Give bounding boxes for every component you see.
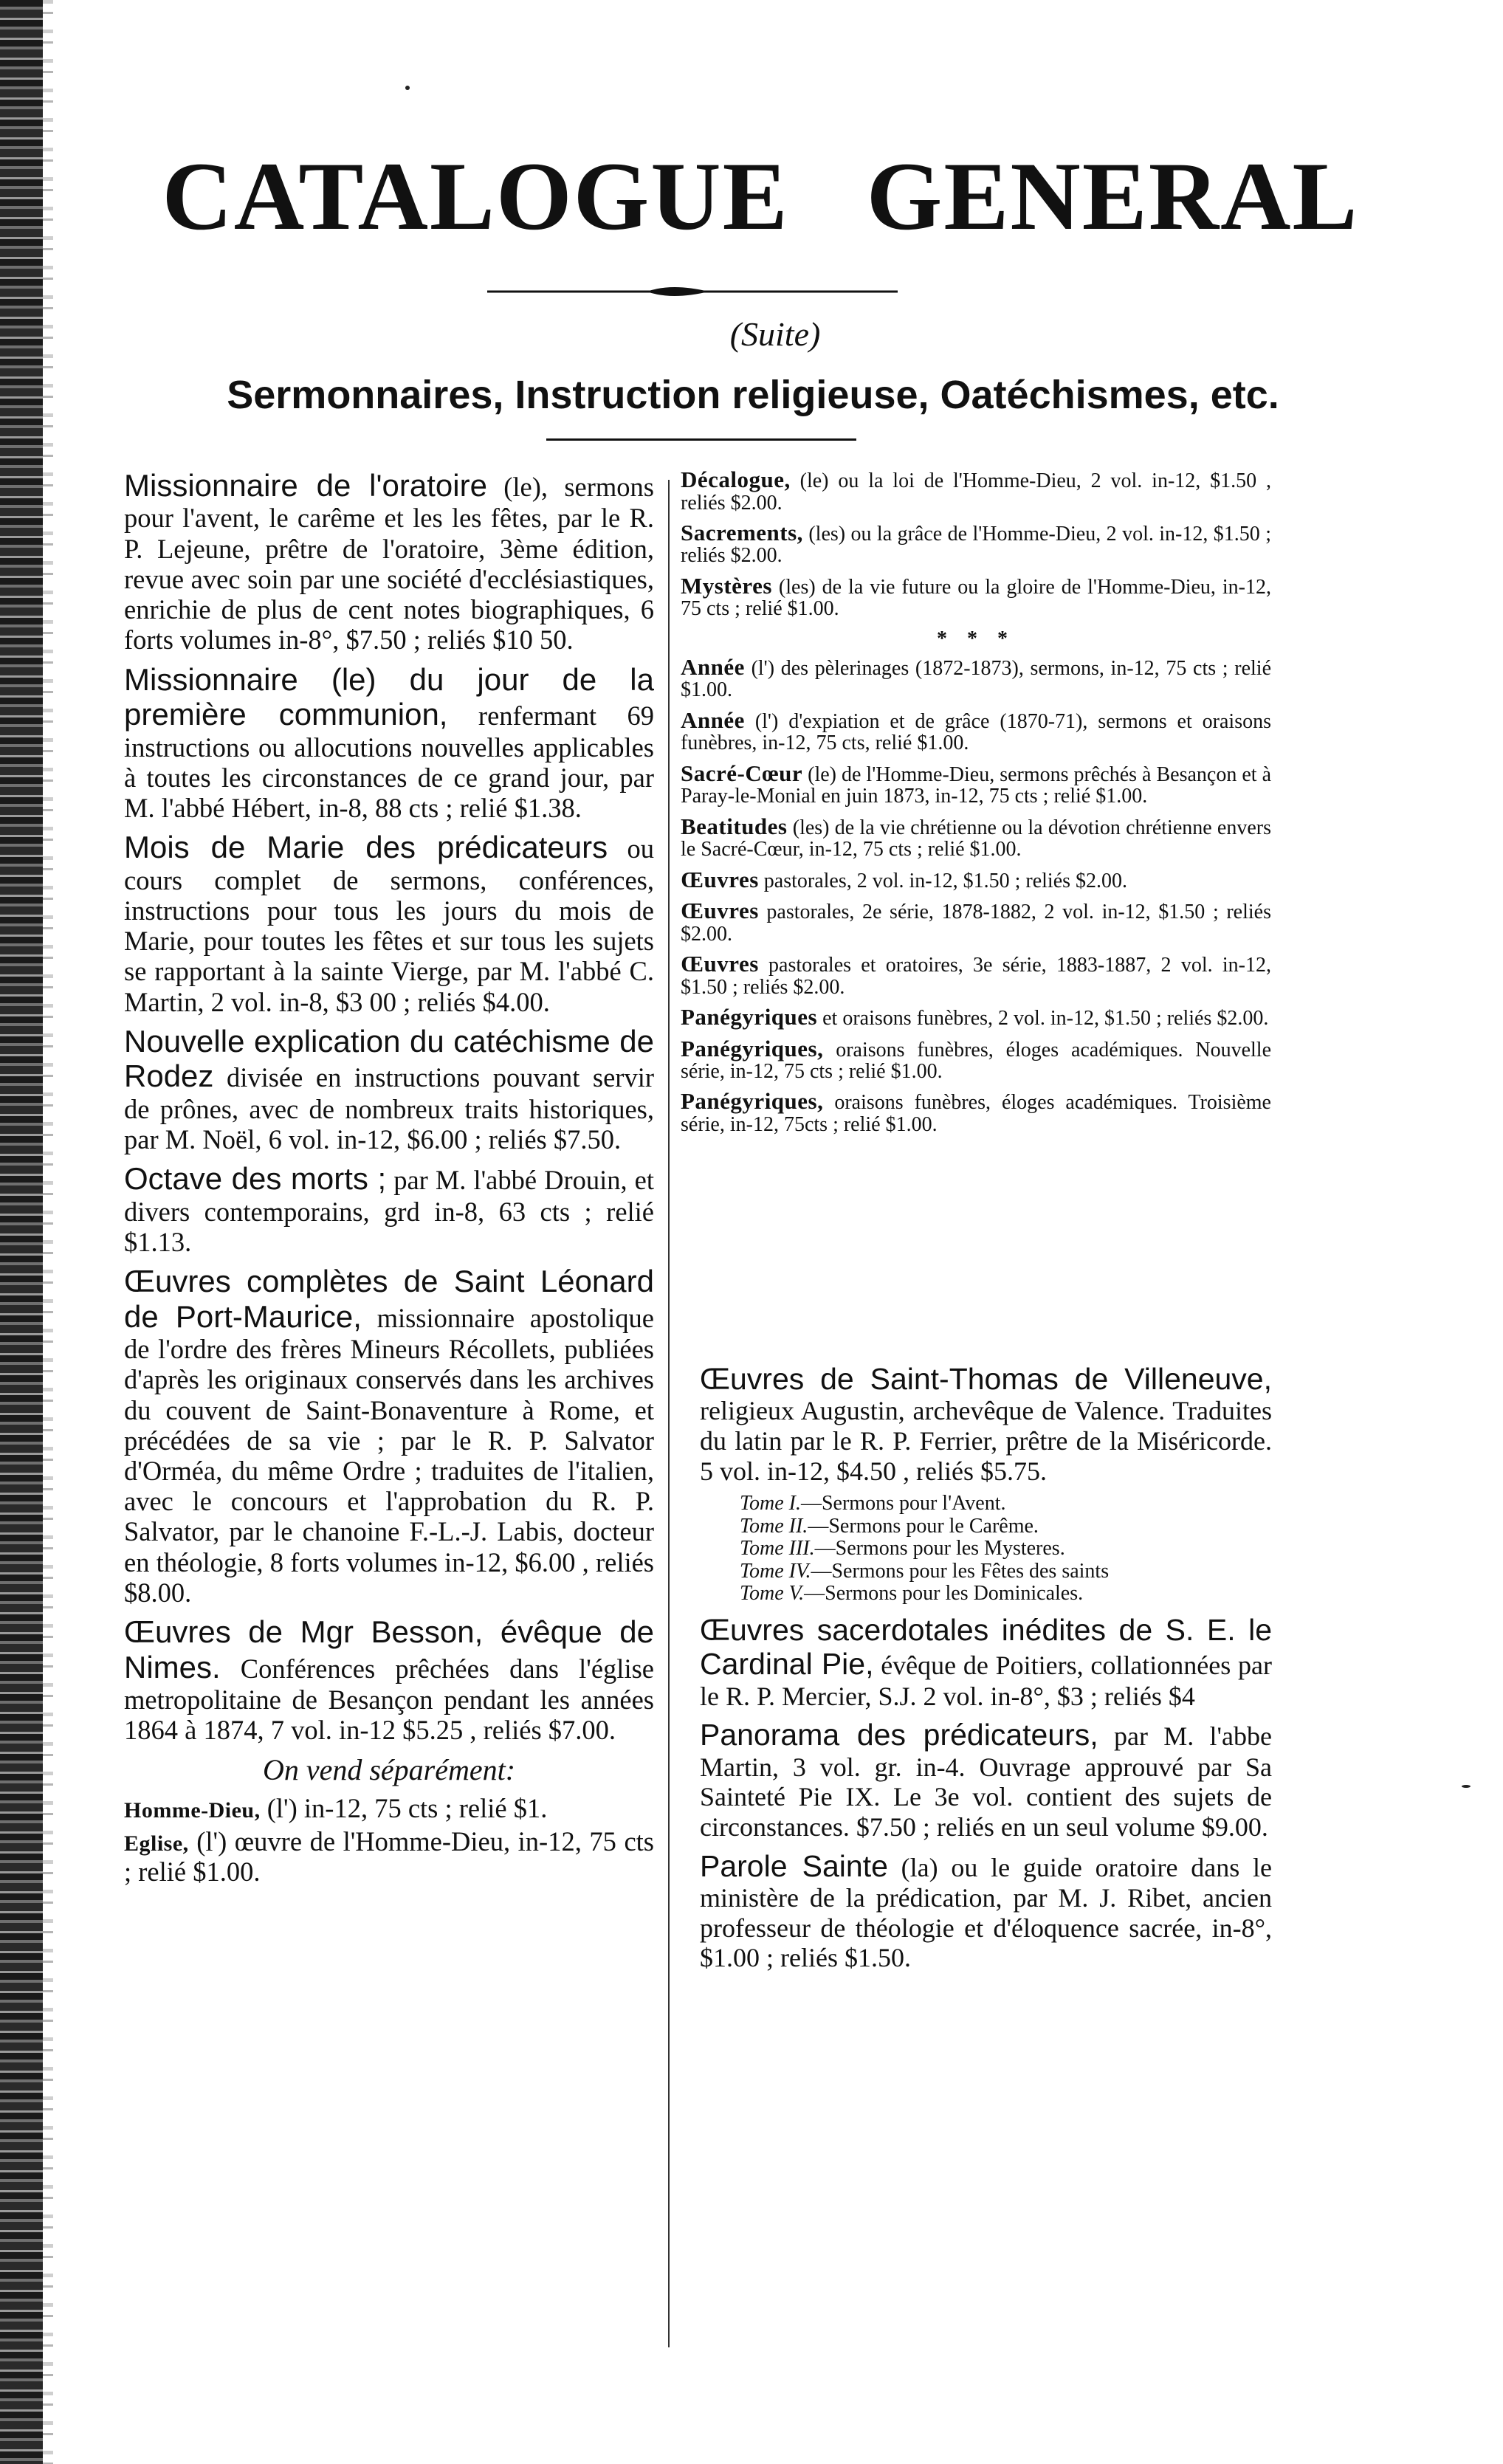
entry-description: (les) ou la grâce de l'Homme-Dieu, 2 vol. in-12, $1.50 ; reliés $2.00. (681, 522, 1271, 568)
entry-title: Panégyriques (681, 1003, 818, 1030)
catalogue-entry (700, 1718, 1272, 1842)
entry-description: (le), sermons pour l'avent, le carême et les les fêtes, par le R. P. Lejeune, prêtre de l'oratoire, 3ème édition, revue avec soin par une société d'ecclésiastiques, enrichie de plus de cent notes biographiques, 6 forts volumes in-8°, $7.50 ; reliés $10 50. (124, 472, 654, 655)
entry-description: religieux Augustin, archevêque de Valence. Traduites du latin par le R. P. Ferrier, prêtre de la Miséricorde. 5 vol. in-12, $4.50 , reliés $5.75. (700, 1396, 1272, 1486)
catalogue-subentry (681, 655, 1271, 701)
tome-item (740, 1560, 1272, 1583)
suite-label: (Suite) (729, 315, 821, 353)
catalogue-subentry (124, 1826, 654, 1887)
section-subtitle: Sermonnaires, Instruction religieuse, Oatéchismes, etc. (227, 373, 1279, 417)
tome-list (740, 1493, 1272, 1606)
tome-item (740, 1583, 1272, 1606)
entry-description: pastorales et oratoires, 3e série, 1883-1887, 2 vol. in-12, $1.50 ; reliés $2.00. (681, 954, 1271, 999)
tome-label: Tome V. (740, 1582, 805, 1606)
catalogue-entry (700, 1362, 1272, 1486)
entry-title: Année (681, 706, 745, 733)
left-column (124, 468, 654, 1890)
entry-title: Octave des morts ; (124, 1161, 387, 1197)
catalogue-subentry (681, 468, 1271, 514)
catalogue-subentry (681, 899, 1271, 945)
ink-speck (1462, 1785, 1471, 1788)
scan-binding-edge (0, 0, 43, 2464)
tome-label: Tome II. (740, 1514, 808, 1538)
tome-item (740, 1515, 1272, 1538)
scan-binding-shadow (43, 0, 53, 2464)
ink-speck (405, 86, 410, 90)
entry-description: oraisons funèbres, éloges académiques. Troisième série, in-12, 75cts ; relié $1.00. (681, 1091, 1271, 1137)
entry-title: Mystères (681, 572, 772, 599)
catalogue-entry (124, 468, 654, 655)
catalogue-subentry (681, 1005, 1271, 1030)
tome-description: —Sermons pour les Mysteres. (814, 1537, 1065, 1560)
entry-title: Nouvelle explication du catéchisme de Rodez (124, 1023, 654, 1094)
entry-description: par M. l'abbé Drouin, et divers contemporains, grd in-8, 63 cts ; relié $1.13. (124, 1165, 654, 1257)
entry-description: (l') œuvre de l'Homme-Dieu, in-12, 75 cts ; relié $1.00. (124, 1825, 654, 1887)
catalogue-subentry (681, 1090, 1271, 1135)
entry-description: (le) ou la loi de l'Homme-Dieu, 2 vol. in-12, $1.50 , reliés $2.00. (681, 469, 1271, 515)
entry-title: Parole Sainte (700, 1848, 888, 1883)
tome-label: Tome III. (740, 1537, 815, 1560)
entry-description: évêque de Poitiers, collationnées par le R. P. Mercier, S.J. 2 vol. in-8°, $3 ; reliés $4 (700, 1651, 1272, 1711)
entry-description: (l') des pèlerinages (1872-1873), sermons, in-12, 75 cts ; relié $1.00. (681, 656, 1271, 702)
tome-item (740, 1538, 1272, 1560)
entry-title: Mois de Marie des prédicateurs (124, 830, 608, 865)
column-divider (668, 480, 670, 2347)
catalogue-subentry (681, 762, 1271, 808)
asterism-separator: * * * (937, 627, 1015, 650)
entry-description: renfermant 69 instructions ou allocutions nouvelles applicables à toutes les circonstances de ce grand jour, par M. l'abbé Hébert, in-8, 88 cts ; relié $1.38. (124, 701, 654, 823)
entry-description: Conférences prêchées dans l'église metropolitaine de Besançon pendant les années 1864 à 1874, 7 vol. in-12 $5.25 , reliés $7.00. (124, 1653, 654, 1746)
entry-description: ou cours complet de sermons, conférences, instructions pour tous les jours du mois de Marie, pour toutes les fêtes et sur tous les sujets se rapportant à la sainte Vierge, par M. l'abbé C. Martin, 2 vol. in-8, $3 00 ; reliés $4.00. (124, 833, 655, 1017)
catalogue-subentry (681, 868, 1271, 892)
entry-description: (les) de la vie future ou la gloire de l'Homme-Dieu, in-12, 75 cts ; relié $1.00. (681, 575, 1271, 621)
entry-description: et oraisons funèbres, 2 vol. in-12, $1.50 ; reliés $2.00. (817, 1006, 1269, 1030)
tome-description: —Sermons pour les Dominicales. (804, 1582, 1084, 1606)
catalogue-entry (124, 1264, 654, 1608)
catalogue-subentry (681, 574, 1271, 620)
catalogue-entry (124, 1161, 654, 1257)
page-title: CATALOGUE GENERAL (162, 142, 1359, 250)
entry-title: Sacré-Cœur (681, 760, 803, 786)
tome-description: —Sermons pour l'Avent. (800, 1492, 1006, 1515)
right-column-lower (700, 1362, 1272, 1980)
entry-title: Panorama des prédicateurs, (700, 1718, 1098, 1752)
tome-description: —Sermons pour le Carême. (808, 1514, 1039, 1538)
entry-title: Eglise, (124, 1831, 189, 1856)
entry-description: pastorales, 2 vol. in-12, $1.50 ; reliés $2.00. (758, 869, 1128, 892)
catalogue-subentry (681, 1037, 1271, 1083)
entry-description: missionnaire apostolique de l'ordre des frères Mineurs Récollets, publiées d'après les originaux conservés dans les archives du couvent de Saint-Bonaventure à Rome, et précédées de sa vie ; par le R. P. Salvator d'Orméa, du même Ordre ; traduites de l'italien, avec le concours et l'approbation du R. P. Salvator, par le chanoine F.-L.-J. Labis, docteur en théologie, 8 forts volumes in-12, $6.00 , reliés $8.00. (124, 1302, 654, 1608)
entry-title: Panégyriques, (681, 1035, 824, 1061)
sold-separately-caption: On vend séparément: (262, 1752, 516, 1786)
section-rule (546, 438, 856, 441)
entry-title: Homme-Dieu, (124, 1797, 261, 1823)
catalogue-entry (124, 830, 654, 1017)
catalogue-entry (700, 1849, 1272, 1973)
entry-description: divisée en instructions pouvant servir de prônes, avec de nombreux traits historiques, par M. Noël, 6 vol. in-12, $6.00 ; reliés $7.50. (124, 1062, 654, 1154)
entry-title: Décalogue, (681, 467, 791, 492)
catalogue-entry (124, 662, 654, 824)
tome-label: Tome IV. (740, 1559, 811, 1583)
entry-title: Œuvres de Saint-Thomas de Villeneuve, (700, 1362, 1272, 1396)
tome-description: —Sermons pour les Fêtes des saints (811, 1559, 1110, 1583)
entry-description: pastorales, 2e série, 1878-1882, 2 vol. in-12, $1.50 ; reliés $2.00. (681, 901, 1271, 946)
entry-title: Œuvres (681, 866, 759, 892)
entry-title: Sacrements, (681, 519, 803, 546)
tome-item (740, 1493, 1272, 1515)
catalogue-subentry (681, 521, 1271, 567)
entry-description: (les) de la vie chrétienne ou la dévotion chrétienne envers le Sacré-Cœur, in-12, 75 cts ; relié $1.00. (681, 816, 1271, 861)
entry-description: (l') d'expiation et de grâce (1870-71), sermons et oraisons funèbres, in-12, 75 cts, relié $1.00. (681, 709, 1271, 755)
catalogue-entry (124, 1024, 654, 1154)
entry-title: Panégyriques, (681, 1088, 824, 1115)
entry-description: oraisons funèbres, éloges académiques. Nouvelle série, in-12, 75 cts ; relié $1.00. (681, 1038, 1271, 1084)
entry-description: (la) ou le guide oratoire dans le ministère de la prédication, par M. J. Ribet, ancien professeur de théologie et d'éloquence sacrée, in-8°, $1.00 ; reliés $1.50. (700, 1852, 1272, 1973)
entry-description: par M. l'abbe Martin, 3 vol. gr. in-4. Ouvrage approuvé par Sa Sainteté Pie IX. Le 3e vol. contient des sujets de circonstances. $7.50 ; reliés en un seul volume $9.00. (700, 1721, 1273, 1842)
catalogue-subentry (681, 815, 1271, 861)
entry-title: Œuvres complètes de Saint Léonard de Port-Maurice, (124, 1264, 654, 1334)
entry-title: Année (681, 653, 745, 680)
tome-label: Tome I. (740, 1492, 801, 1515)
catalogue-entry (700, 1613, 1272, 1711)
entry-title: Œuvres de Mgr Besson, évêque de Nimes. (124, 1614, 654, 1684)
right-column-upper (681, 468, 1271, 1143)
entry-description: (le) de l'Homme-Dieu, sermons prêchés à Besançon et à Paray-le-Monial en juin 1873, in-12, 75 cts ; relié $1.00. (681, 763, 1271, 808)
entry-title: Missionnaire (le) du jour de la première communion, (124, 661, 654, 732)
catalogue-subentry (681, 952, 1271, 998)
entry-title: Beatitudes (681, 813, 788, 839)
catalogue-subentry (124, 1793, 654, 1823)
ornamental-rule (487, 283, 898, 300)
entry-title: Œuvres sacerdotales inédites de S. E. le Cardinal Pie, (700, 1612, 1272, 1682)
catalogue-subentry (681, 706, 1271, 755)
entry-title: Œuvres (681, 951, 759, 977)
entry-title: Œuvres (681, 898, 759, 924)
entry-description: (l') in-12, 75 cts ; relié $1. (260, 1792, 548, 1823)
catalogue-entry (124, 1614, 654, 1745)
entry-title: Missionnaire de l'oratoire (124, 468, 487, 503)
